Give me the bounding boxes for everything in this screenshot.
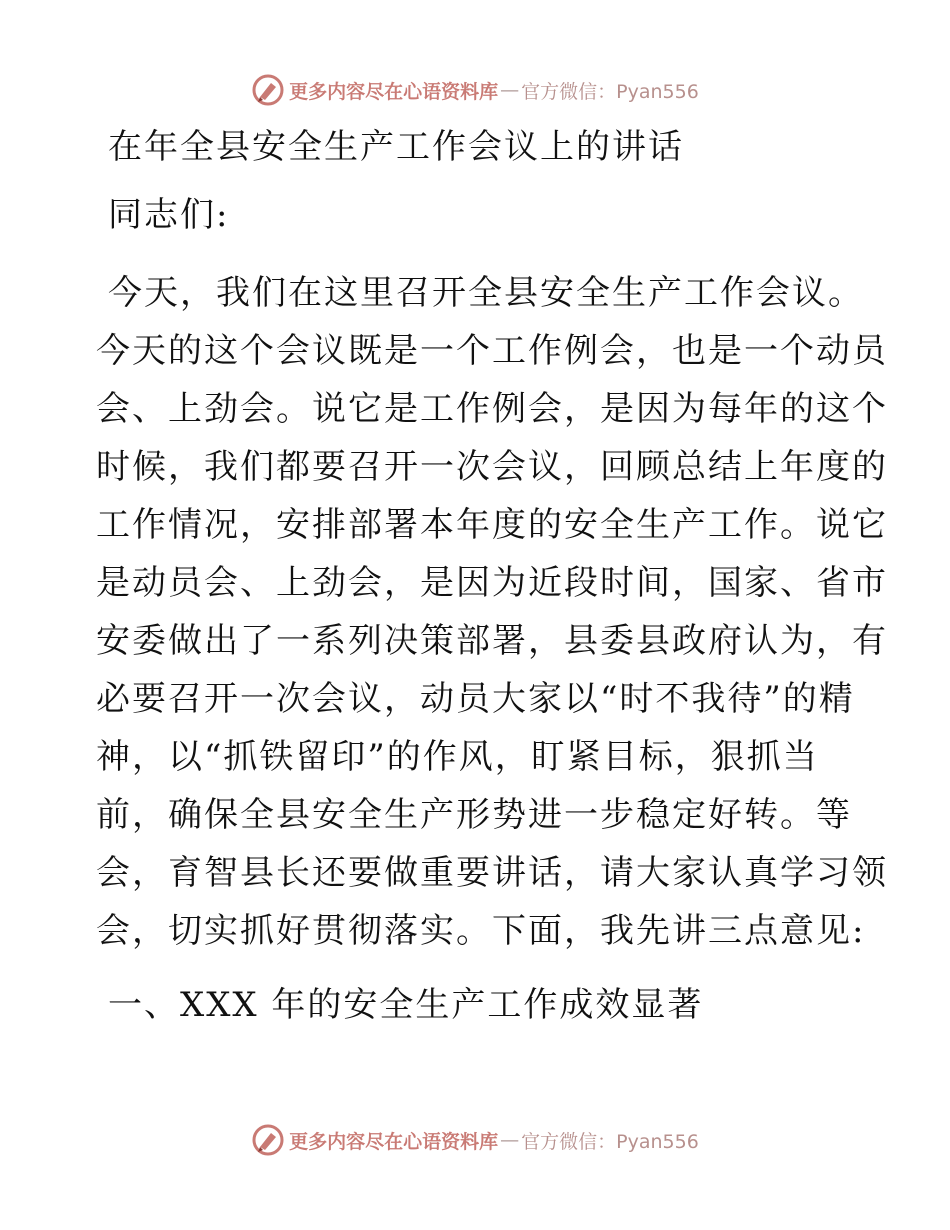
paragraph-line: 会，育智县长还要做重要讲话，请大家认真学习领 xyxy=(96,853,888,893)
pen-logo-icon xyxy=(251,1123,285,1157)
watermark-text: 更多内容尽在心语资料库 xyxy=(289,1130,499,1153)
paragraph-line: 安委做出了一系列决策部署，县委县政府认为，有 xyxy=(96,621,888,661)
paragraph-line: 时候，我们都要召开一次会议，回顾总结上年度的 xyxy=(96,447,888,487)
paragraph xyxy=(96,264,888,960)
pen-logo-icon xyxy=(251,73,285,107)
header-watermark xyxy=(0,70,950,110)
paragraph-line: 今天的这个会议既是一个工作例会，也是一个动员 xyxy=(96,331,888,371)
watermark-text: 更多内容尽在心语资料库 xyxy=(289,80,499,103)
paragraph-line: 神，以“抓铁留印”的作风，盯紧目标，狠抓当 xyxy=(96,737,819,777)
document-title: 在年全县安全生产工作会议上的讲话 xyxy=(108,127,684,167)
watermark-wechat: 官方微信：Pyan556 xyxy=(521,80,699,103)
footer-watermark xyxy=(0,1120,950,1160)
watermark-dash: — xyxy=(500,79,520,101)
paragraph-line: 会、上劲会。说它是工作例会，是因为每年的这个 xyxy=(96,389,888,429)
salutation: 同志们: xyxy=(108,195,230,235)
document-body xyxy=(96,118,888,1034)
paragraph-line: 是动员会、上劲会，是因为近段时间，国家、省市 xyxy=(96,563,888,603)
paragraph-line: 会，切实抓好贯彻落实。下面，我先讲三点意见: xyxy=(96,911,866,951)
paragraph-line: 必要召开一次会议，动员大家以“时不我待”的精 xyxy=(96,679,855,719)
paragraph-line: 工作情况，安排部署本年度的安全生产工作。说它 xyxy=(96,505,888,545)
watermark-wechat: 官方微信：Pyan556 xyxy=(521,1130,699,1153)
paragraph-line: 今天，我们在这里召开全县安全生产工作会议。 xyxy=(108,273,864,313)
paragraph-line: 前，确保全县安全生产形势进一步稳定好转。等 xyxy=(96,795,852,835)
section-heading: 一、XXX 年的安全生产工作成效显著 xyxy=(108,985,704,1025)
watermark-dash: — xyxy=(500,1129,520,1151)
